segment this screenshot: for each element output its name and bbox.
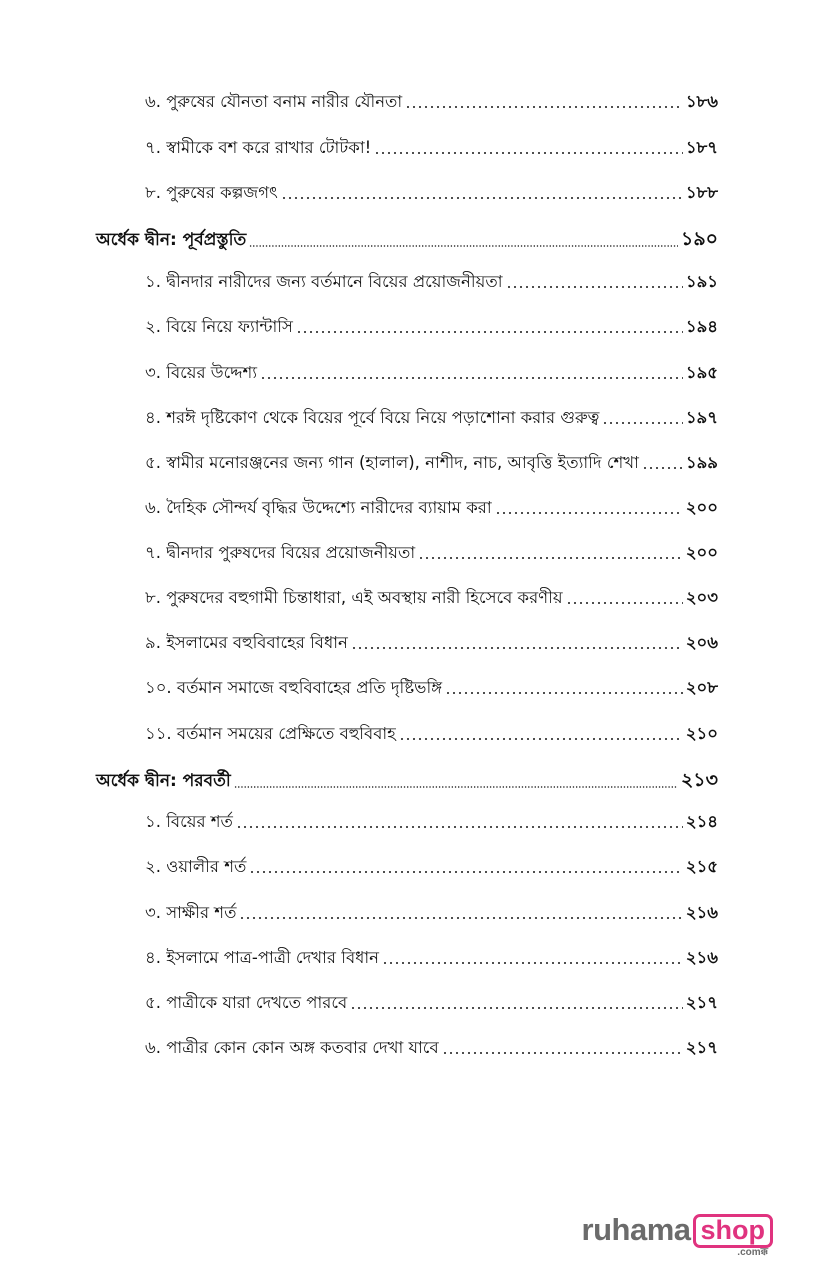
toc-section-heading <box>96 769 718 792</box>
toc-entry <box>145 993 718 1013</box>
toc-entry <box>145 543 718 563</box>
dot-leader <box>351 636 683 653</box>
toc-entry <box>145 498 718 518</box>
toc-entry <box>145 408 718 428</box>
toc-page-number: ১৮৭ <box>685 138 718 157</box>
dot-leader <box>350 996 683 1013</box>
toc-entry-title: ৭. দ্বীনদার পুরুষদের বিয়ের প্রয়োজনীয়তা <box>145 543 416 562</box>
toc-entry <box>145 317 718 337</box>
toc-entry-title: ৮. পুরুষদের বহুগামী চিন্তাধারা, এই অবস্থায় নারী হিসেবে করণীয় <box>145 588 563 607</box>
dot-leader <box>405 95 683 112</box>
toc-entry-title: ৫. স্বামীর মনোরঞ্জনের জন্য গান (হালাল), নাশীদ, নাচ, আবৃত্তি ইত্যাদি শেখা <box>145 453 639 472</box>
dot-leader <box>566 591 683 608</box>
toc-page-number: ২১৫ <box>685 857 718 876</box>
toc-entry <box>145 183 718 203</box>
toc-page-number: ২১৬ <box>685 948 718 967</box>
toc-entry-title: ৭. স্বামীকে বশ করে রাখার টোটকা! <box>145 138 372 157</box>
toc-section-heading <box>96 228 718 251</box>
toc-section-title: অর্ধেক দ্বীন: পরবর্তী <box>96 771 231 791</box>
logo-shop-box <box>693 1214 774 1258</box>
toc-entry <box>145 903 718 923</box>
toc-entry <box>145 272 718 292</box>
toc-page-number: ১৯৫ <box>685 363 718 382</box>
toc-page-number: ২১০ <box>685 724 718 743</box>
toc-entry-title: ৩. সাক্ষীর শর্ত <box>145 903 237 922</box>
toc-entry-title: ৩. বিয়ের উদ্দেশ্য <box>145 363 258 382</box>
toc-page-number: ১৯১ <box>685 272 718 291</box>
dot-leader <box>418 546 683 563</box>
ruhamashop-logo <box>581 1212 773 1258</box>
dot-leader <box>260 366 683 383</box>
toc-entry-title: ১. বিয়ের শর্ত <box>145 812 233 831</box>
toc-entry-title: ৬. পুরুষের যৌনতা বনাম নারীর যৌনতা <box>145 92 403 111</box>
logo-domain-text: .comক্ক <box>737 1247 768 1258</box>
dot-leader <box>495 501 683 518</box>
toc-entry <box>145 138 718 158</box>
toc-page-number: ১৮৬ <box>685 92 718 111</box>
toc-entry <box>145 948 718 968</box>
dot-leader <box>296 320 683 337</box>
dot-leader <box>382 951 683 968</box>
toc-entry <box>145 724 718 744</box>
toc-entry <box>145 633 718 653</box>
toc-entry-title: ৯. ইসলামের বহুবিবাহের বিধান <box>145 633 348 652</box>
toc-entry <box>145 678 718 698</box>
logo-shop-text: shop <box>700 1215 765 1245</box>
toc-entry <box>145 1038 718 1058</box>
toc-page-number: ২০০ <box>685 498 718 517</box>
toc-entry <box>145 812 718 832</box>
toc-page-number: ১৯০ <box>680 228 718 250</box>
dot-leader <box>374 141 683 158</box>
toc-section-title: অর্ধেক দ্বীন: পূর্বপ্রস্তুতি <box>96 230 247 250</box>
toc-page-number: ২০৬ <box>685 633 718 652</box>
dot-leader <box>249 234 678 251</box>
logo-ruhama-text: ruhama <box>581 1212 691 1247</box>
dot-leader <box>399 727 683 744</box>
toc-entry-title: ৪. ইসলামে পাত্র-পাত্রী দেখার বিধান <box>145 948 380 967</box>
toc-entry-title: ৬. দৈহিক সৌন্দর্য বৃদ্ধির উদ্দেশ্যে নারীদের ব্যায়াম করা <box>145 498 492 517</box>
dot-leader <box>602 411 682 428</box>
toc-page-number: ১৯৯ <box>685 453 718 472</box>
toc-page-number: ২০৩ <box>685 588 718 607</box>
toc-entry-title: ৪. শরঈ দৃষ্টিকোণ থেকে বিয়ের পূর্বে বিয়ে নিয়ে পড়াশোনা করার গুরুত্ব <box>145 408 600 427</box>
toc-page-number: ২১৭ <box>685 993 718 1012</box>
toc-entry-title: ৫. পাত্রীকে যারা দেখতে পারবে <box>145 993 348 1012</box>
toc-entry-title: ২. বিয়ে নিয়ে ফ্যান্টাসি <box>145 317 293 336</box>
toc-page-number: ২০৮ <box>685 678 718 697</box>
toc-entry <box>145 857 718 877</box>
toc-page-number: ২১৬ <box>685 903 718 922</box>
toc-entry-title: ৬. পাত্রীর কোন কোন অঙ্গ কতবার দেখা যাবে <box>145 1038 439 1057</box>
toc-page-number: ১৮৮ <box>685 183 718 202</box>
toc-entry <box>145 363 718 383</box>
toc-entry-title: ৮. পুরুষের কল্পজগৎ <box>145 183 278 202</box>
dot-leader <box>442 1041 683 1058</box>
toc-entry <box>145 92 718 112</box>
dot-leader <box>236 815 683 832</box>
toc-entry-title: ১. দ্বীনদার নারীদের জন্য বর্তমানে বিয়ের প্রয়োজনীয়তা <box>145 272 503 291</box>
dot-leader <box>249 860 682 877</box>
toc-page-number: ১৯৭ <box>685 408 718 427</box>
dot-leader <box>281 186 683 203</box>
toc-page-number: ২০০ <box>685 543 718 562</box>
toc-entry <box>145 453 718 473</box>
dot-leader <box>445 681 683 698</box>
toc-page-number: ২১৪ <box>685 812 718 831</box>
toc-page-number: ২১৭ <box>685 1038 718 1057</box>
dot-leader <box>642 456 683 473</box>
toc-entry-title: ২. ওয়ালীর শর্ত <box>145 857 247 876</box>
dot-leader <box>239 906 682 923</box>
toc-entry-title: ১১. বর্তমান সময়ের প্রেক্ষিতে বহুবিবাহ <box>145 724 396 743</box>
dot-leader <box>506 275 683 292</box>
toc-page-number: ২১৩ <box>680 769 718 791</box>
dot-leader <box>234 775 678 792</box>
toc-entry <box>145 588 718 608</box>
toc-page-number: ১৯৪ <box>685 317 718 336</box>
toc-entry-title: ১০. বর্তমান সমাজে বহুবিবাহের প্রতি দৃষ্টিভঙ্গি <box>145 678 443 697</box>
